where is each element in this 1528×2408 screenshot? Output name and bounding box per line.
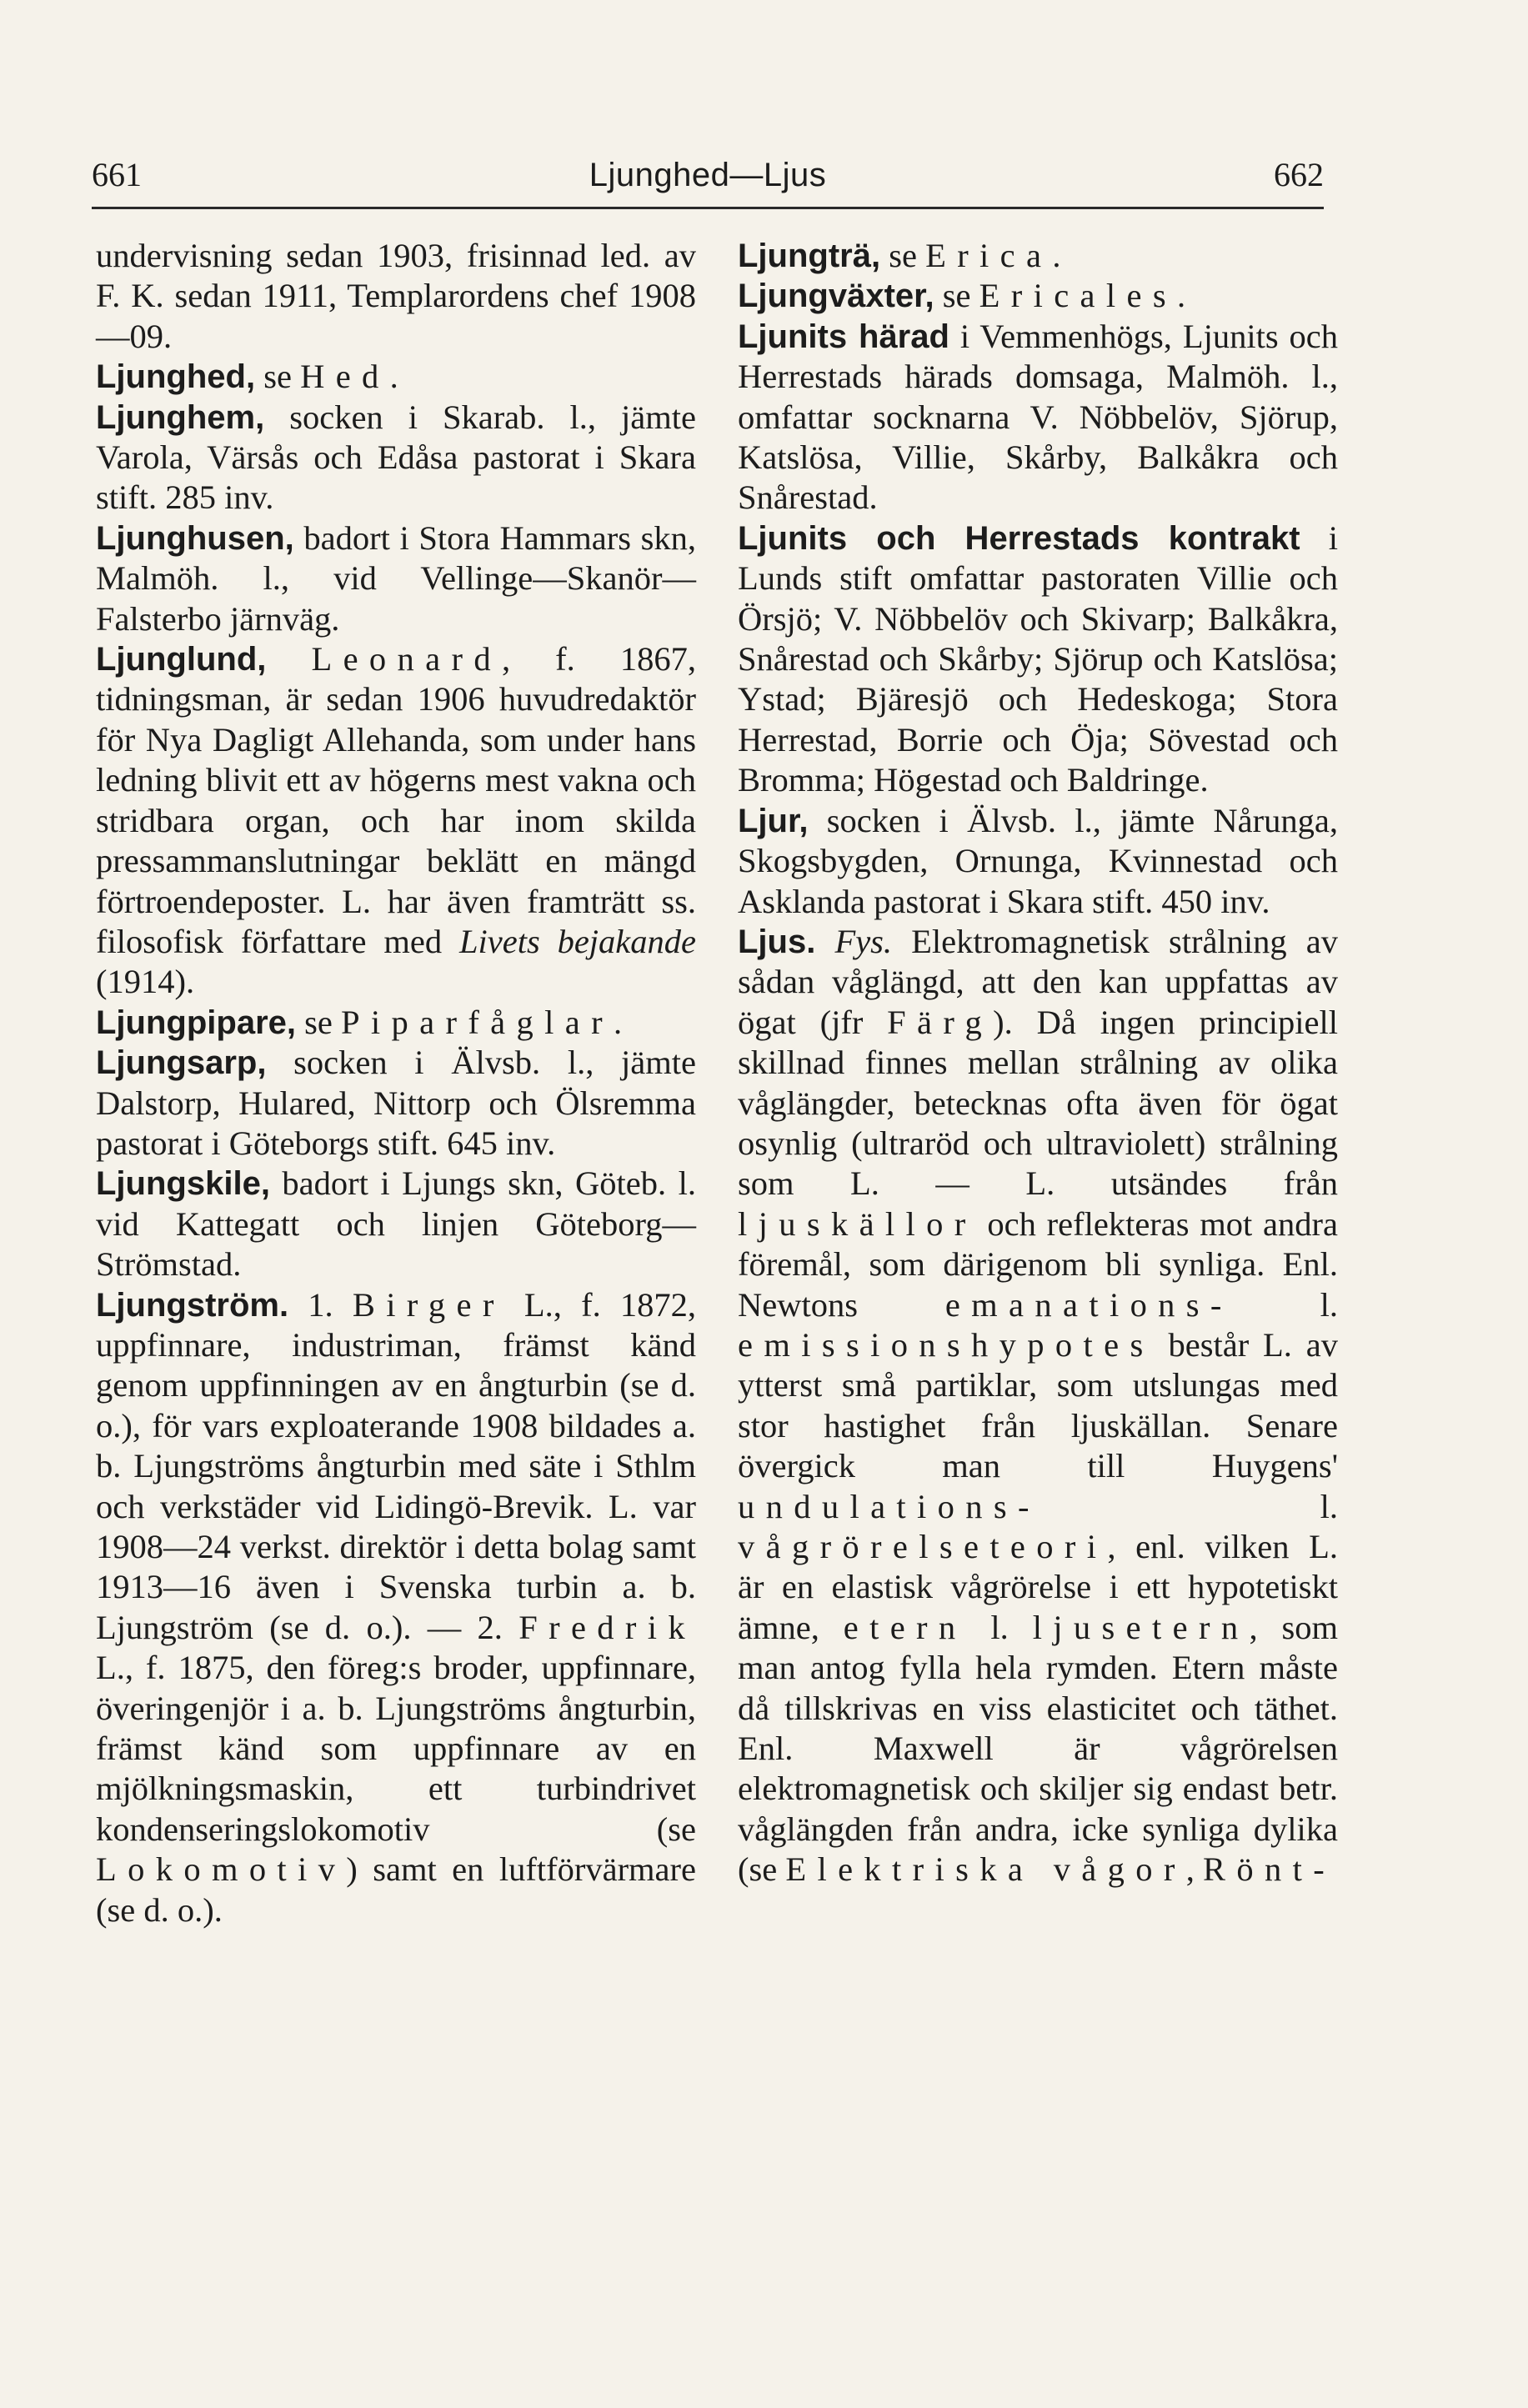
- spaced-term: undulations-: [738, 1487, 1040, 1525]
- spaced-name: Birger: [352, 1285, 505, 1324]
- running-head: [92, 150, 1324, 200]
- headword: Ljunghem,: [96, 398, 265, 436]
- headword: Ljus.: [738, 923, 816, 960]
- entry-ljunghusen: Ljunghusen, badort i Stora Hammars skn, Malmöh. l., vid Vellinge—Skanör—Falsterbo järnväg.: [96, 518, 696, 638]
- cross-reference: Piparfåglar: [341, 1003, 614, 1041]
- headword: Ljungväxter,: [738, 278, 934, 315]
- entry-ljus: Ljus. Fys. Elektromagnetisk strålning av sådan våglängd, att den kan uppfattas av ögat (jfr Färg). Då ingen principiell skillnad finnes mellan strålning av olika våglängder, betecknas ofta även för ögat osynlig (ultraröd och ultraviolett) strålning som L. — L. utsändes från ljuskällor och reflekteras mot andra föremål, som därigenom bli synliga. Enl. Newtons emanations- l. emissionshypotes består L. av ytterst små partiklar, som utslungas med stor hastighet från ljuskällan. Senare övergick man till Huygens' undulations- l. vågrörelseteori, enl. vilken L. är en elastisk vågrörelse i ett hypotetiskt ämne, etern l. ljusetern, som man antog fylla hela rymden. Etern måste då tillskrivas en viss elasticitet och täthet. Enl. Maxwell är vågrörelsen elektromagnetisk och skiljer sig endast betr. våglängden från andra, icke synliga dylika (se Elektriska vågor, Rönt-: [738, 922, 1338, 1889]
- headword: Ljungpipare,: [96, 1004, 296, 1041]
- headword: Ljungsarp,: [96, 1044, 267, 1082]
- spaced-term: ljusetern: [1032, 1608, 1250, 1646]
- entry-ljungsarp: Ljungsarp, socken i Älvsb. l., jämte Dalstorp, Hulared, Nittorp och Ölsremma pastorat i Göteborgs stift. 645 inv.: [96, 1044, 696, 1162]
- entry-ljunghed: Ljunghed, se Hed.: [96, 358, 398, 396]
- entry-ljur: Ljur, socken i Älvsb. l., jämte Nårunga, Skogsbygden, Ornunga, Kvinnestad och Asklanda pastorat i Skara stift. 450 inv.: [738, 801, 1338, 920]
- header-rule: [92, 207, 1324, 209]
- entry-ljunghem: Ljunghem, socken i Skarab. l., jämte Varola, Värsås och Edåsa pastorat i Skara stift. 285 inv.: [96, 398, 696, 517]
- cross-reference: Färg: [887, 1003, 994, 1041]
- entry-ljungskile: Ljungskile, badort i Ljungs skn, Göteb. l. vid Kattegatt och linjen Göteborg—Strömstad.: [96, 1164, 696, 1284]
- spaced-term: vågrörelseteori: [738, 1528, 1108, 1565]
- left-page-number: 661: [92, 156, 142, 193]
- left-column: [96, 236, 696, 1930]
- spaced-term: ljuskällor: [738, 1204, 977, 1243]
- right-page-number: 662: [1274, 156, 1324, 193]
- entry-ljunits-kontrakt: Ljunits och Herrestads kontrakt i Lunds stift omfattar pastoraten Villie och Örsjö; V. Nöbbelöv och Skivarp; Balkåkra, Snårestad och Skårby; Sjörup och Katslösa; Ystad; Bjäresjö och Hedeskoga; Stora Herrestad, Borrie och Öja; Sövestad och Bromma; Högestad och Baldringe.: [738, 518, 1338, 799]
- entry-ljungtra: Ljungträ, se Erica.: [738, 237, 1061, 274]
- cross-reference: Erica: [925, 237, 1053, 274]
- spaced-name: Leonard: [311, 640, 502, 678]
- headword: Ljunghusen,: [96, 519, 294, 557]
- entry-ljungpipare: Ljungpipare, se Piparfåglar.: [96, 1003, 623, 1041]
- cross-reference: Ericales: [979, 277, 1177, 315]
- spaced-term: etern: [843, 1608, 967, 1646]
- headword: Ljunits härad: [738, 318, 949, 355]
- entry-ljungvaxter: Ljungväxter, se Ericales.: [738, 277, 1186, 315]
- headword: Ljunghed,: [96, 358, 256, 396]
- running-title: Ljunghed—Ljus: [589, 157, 827, 193]
- cross-reference: Hed: [300, 358, 390, 396]
- entry-continuation: undervisning sedan 1903, frisinnad led. av F. K. sedan 1911, Templarordens chef 1908—09.: [96, 237, 696, 355]
- headword: Ljunglund,: [96, 641, 267, 678]
- cross-reference: Rönt-: [1202, 1850, 1336, 1889]
- spaced-term: emanations-: [944, 1285, 1233, 1324]
- spaced-name: Fredrik: [519, 1608, 696, 1646]
- entry-ljunglund: Ljunglund, Leonard, f. 1867, tidningsman, är sedan 1906 huvudredaktör för Nya Dagligt Allehanda, som under hans ledning blivit ett av högerns mest vakna och stridbara organ, och har inom skilda pressammanslutningar beklätt en mängd förtroendeposter. L. har även framträtt ss. filosofisk författare med Livets bejakande (1914).: [96, 640, 697, 1001]
- headword: Ljungträ,: [738, 238, 881, 274]
- right-column: [738, 236, 1338, 1890]
- subject-label: Fys.: [834, 922, 893, 960]
- headword: Ljunits och Herrestads kontrakt: [738, 519, 1300, 557]
- spaced-term: emissionshypotes: [738, 1325, 1155, 1364]
- headword: Ljur,: [738, 802, 809, 839]
- headword: Ljungström.: [96, 1286, 289, 1324]
- entry-ljunits-harad: Ljunits härad i Vemmenhögs, Ljunits och Herrestads härads domsaga, Malmöh. l., omfattar socknarna V. Nöbbelöv, Sjörup, Katslösa, Villie, Skårby, Balkåkra och Snårestad.: [738, 317, 1338, 517]
- entry-ljungstrom: Ljungström. 1. Birger L., f. 1872, uppfinnare, industriman, främst känd genom uppfinningen av en ångturbin (se d. o.), för vars exploaterande 1908 bildades a. b. Ljungströms ångturbin med säte i Sthlm och verkstäder vid Lidingö-Brevik. L. var 1908—24 verkst. direktör i detta bolag samt 1913—16 även i Svenska turbin a. b. Ljungström (se d. o.). — 2. Fredrik L., f. 1875, den föreg:s broder, uppfinnare, överingenjör i a. b. Ljungströms ångturbin, främst känd som uppfinnare av en mjölkningsmaskin, ett turbindrivet kondenseringslokomotiv (se Lokomotiv) samt en luftförvärmare (se d. o.).: [96, 1285, 696, 1929]
- cross-reference: Elektriska vågor: [785, 1850, 1186, 1889]
- book-title: Livets bejakande: [458, 922, 697, 960]
- cross-reference: Lokomotiv: [96, 1850, 347, 1889]
- headword: Ljungskile,: [96, 1165, 270, 1203]
